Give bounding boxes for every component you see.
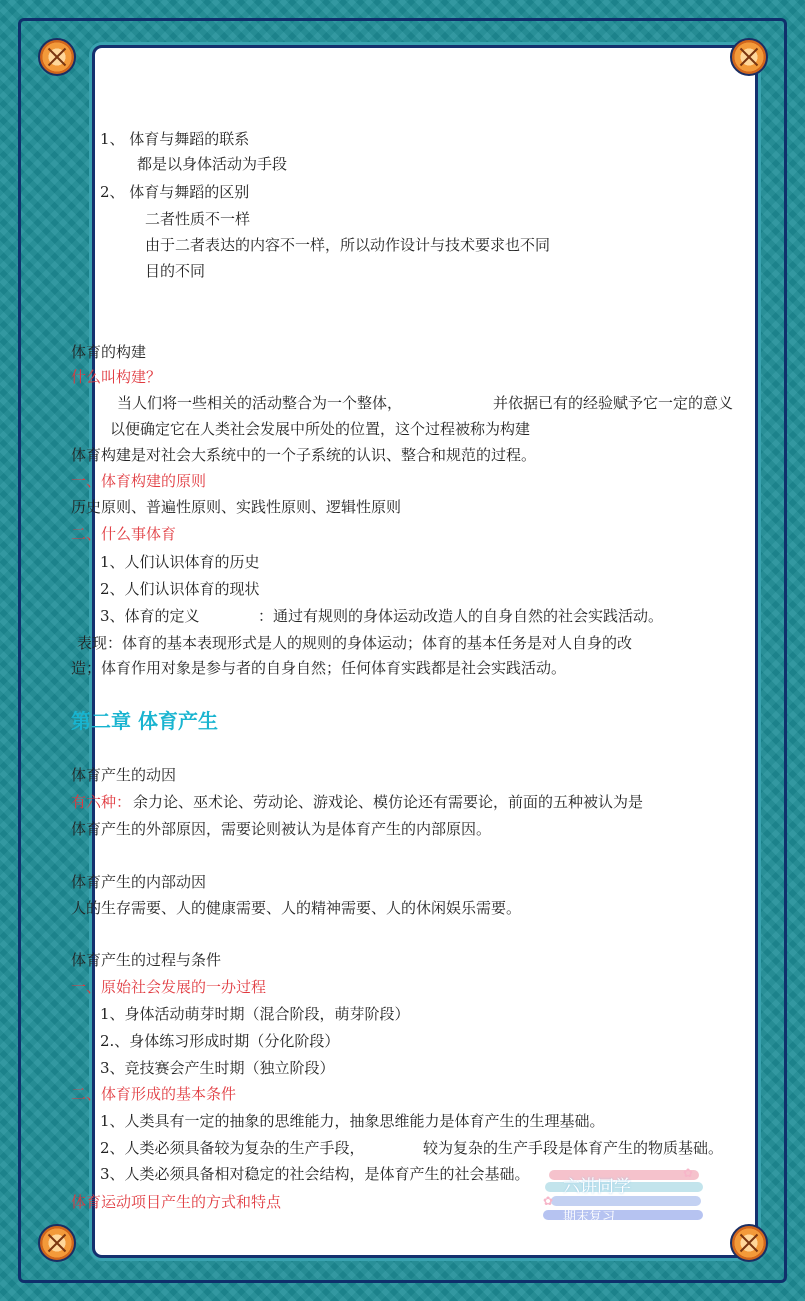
subsection-heading: 什么叫构建？	[71, 368, 162, 386]
paragraph-line: 表现：体育的基本表现形式是人的规则的身体运动；体育的基本任务是对人自身的改	[77, 634, 633, 652]
section-heading: 体育产生的内部动因	[71, 873, 207, 891]
paragraph-line: 体育构建是对社会大系统中的一个子系统的认识、整合和规范的过程。	[71, 446, 537, 464]
paragraph-line: 以便确定它在人类社会发展中所处的位置，这个过程被称为构建	[110, 420, 531, 438]
list-item: 2.、身体练习形成时期（分化阶段）	[100, 1032, 340, 1050]
list-item-detail: 由于二者表达的内容不一样，所以动作设计与技术要求也不同	[145, 236, 551, 254]
section-heading: 体育的构建	[71, 343, 147, 361]
list-item: 3、竞技赛会产生时期（独立阶段）	[100, 1059, 335, 1077]
flower-icon: ✿	[683, 1166, 694, 1180]
list-item-detail: 二者性质不一样	[145, 210, 251, 228]
list-item: 1、身体活动萌芽时期（混合阶段，萌芽阶段）	[100, 1005, 410, 1023]
list-item-detail: 目的不同	[145, 262, 206, 280]
paragraph-line: 体育产生的外部原因，需要论则被认为是体育产生的内部原因。	[71, 820, 492, 838]
subsection-heading: 二、什么事体育	[71, 525, 177, 543]
section-heading: 体育产生的过程与条件	[71, 951, 222, 969]
list-item-detail: ：通过有规则的身体运动改造人的自身自然的社会实践活动。	[258, 607, 664, 625]
chapter-title: 第二章 体育产生	[71, 709, 218, 733]
list-item: 1、 体育与舞蹈的联系	[100, 130, 250, 148]
watermark-band	[551, 1196, 701, 1206]
list-item-detail: 较为复杂的生产手段是体育产生的物质基础。	[423, 1139, 724, 1157]
list-item: 1、人类具有一定的抽象的思维能力，抽象思维能力是体育产生的生理基础。	[100, 1112, 605, 1130]
paragraph-line: 造；体育作用对象是参与者的自身自然；任何体育实践都是社会实践活动。	[71, 659, 567, 677]
flower-icon: ✿	[543, 1194, 554, 1208]
corner-ornament-icon	[38, 1224, 76, 1262]
subsection-heading: 二、体育形成的基本条件	[71, 1085, 237, 1103]
subsection-heading: 一、体育构建的原则	[71, 472, 207, 490]
list-item: 2、人们认识体育的现状	[100, 580, 260, 598]
list-item: 1、人们认识体育的历史	[100, 553, 260, 571]
watermark-title: 六讲同学	[563, 1177, 631, 1197]
lead-label: 有六种：	[71, 793, 132, 811]
list-item: 3、体育的定义	[100, 607, 200, 625]
paragraph-line: 历史原则、普遍性原则、实践性原则、逻辑性原则	[71, 498, 402, 516]
subsection-heading: 体育运动项目产生的方式和特点	[71, 1193, 282, 1211]
paragraph-line: 人的生存需要、人的健康需要、人的精神需要、人的休闲娱乐需要。	[71, 899, 522, 917]
list-item-detail: 都是以身体活动为手段	[137, 155, 288, 173]
list-item: 3、人类必须具备相对稳定的社会结构，是体育产生的社会基础。	[100, 1165, 530, 1183]
corner-ornament-icon	[730, 1224, 768, 1262]
list-item: 2、人类必须具备较为复杂的生产手段，	[100, 1139, 365, 1157]
paragraph-line: 当人们将一些相关的活动整合为一个整体，	[117, 394, 403, 412]
section-heading: 体育产生的动因	[71, 766, 177, 784]
subsection-heading: 一、原始社会发展的一办过程	[71, 978, 267, 996]
list-item: 2、 体育与舞蹈的区别	[100, 183, 250, 201]
paragraph-line: 并依据已有的经验赋予它一定的意义	[493, 394, 734, 412]
watermark	[535, 1166, 715, 1236]
watermark-subtitle: 期末复习	[563, 1210, 616, 1225]
paragraph-line: 余力论、巫术论、劳动论、游戏论、模仿论还有需要论，前面的五种被认为是	[133, 793, 644, 811]
corner-ornament-icon	[38, 38, 76, 76]
corner-ornament-icon	[730, 38, 768, 76]
